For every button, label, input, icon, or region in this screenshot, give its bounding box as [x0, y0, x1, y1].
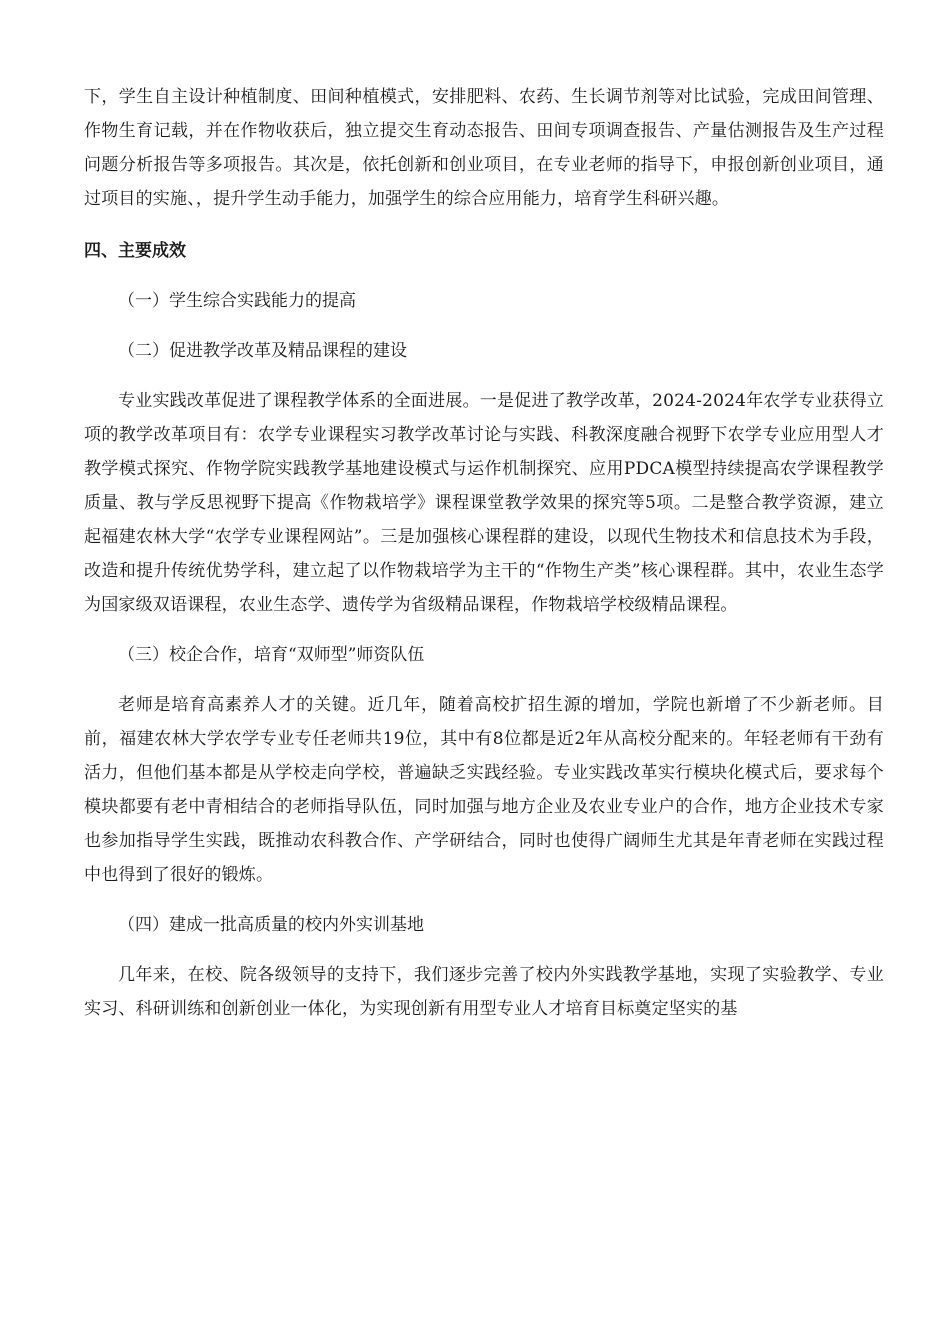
paragraph-teachers: 老师是培育高素养人才的关键。近几年，随着高校扩招生源的增加，学院也新增了不少新老师。目前，福建农林大学农学专业专任老师共19位，其中有8位都是近2年从高校分配来的。年轻老师有干劲有活力，但他们基本都是从学校走向学校，普遍缺乏实践经验。专业实践改革实行模块化模式后，要求每个模块都要有老中青相结合的老师指导队伍，同时加强与地方企业及农业专业户的合作，地方企业技术专家也参加指导学生实践，既推动农科教合作、产学研结合，同时也使得广阔师生尤其是年青老师在实践过程中也得到了很好的锻炼。	[84, 695, 884, 885]
document-page	[84, 80, 884, 1026]
paragraph-reform: 专业实践改革促进了课程教学体系的全面进展。一是促进了教学改革，2024-2024年农学专业获得立项的教学改革项目有：农学专业课程实习教学改革讨论与实践、科教深度融合视野下农学专业应用型人才教学模式探究、作物学院实践教学基地建设模式与运作机制探究、应用PDCA模型持续提高农学课程教学质量、教与学反思视野下提高《作物栽培学》课程课堂教学效果的探究等5项。二是整合教学资源，建立起福建农林大学“农学专业课程网站”。三是加强核心课程群的建设，以现代生物技术和信息技术为手段，改造和提升传统优势学科，建立起了以作物栽培学为主干的“作物生产类”核心课程群。其中，农业生态学为国家级双语课程，农业生态学、遗传学为省级精品课程，作物栽培学校级精品课程。	[84, 391, 884, 615]
paragraph-bases: 几年来，在校、院各级领导的支持下，我们逐步完善了校内外实践教学基地，实现了实验教学、专业实习、科研训练和创新创业一体化，为实现创新有用型专业人才培育目标奠定坚实的基	[84, 965, 884, 1019]
subheading-3: （三）校企合作，培育“双师型”师资队伍	[118, 645, 425, 665]
section-heading: 四、主要成效	[84, 241, 186, 261]
paragraph-intro: 下，学生自主设计种植制度、田间种植模式，安排肥料、农药、生长调节剂等对比试验，完成田间管理、作物生育记载，并在作物收获后，独立提交生育动态报告、田间专项调查报告、产量估测报告及生产过程问题分析报告等多项报告。其次是，依托创新和创业项目，在专业老师的指导下，申报创新创业项目，通过项目的实施、，提升学生动手能力，加强学生的综合应用能力，培育学生科研兴趣。	[84, 87, 884, 209]
subheading-2: （二）促进教学改革及精品课程的建设	[118, 341, 407, 361]
subheading-4: （四）建成一批高质量的校内外实训基地	[118, 915, 424, 935]
subheading-1: （一）学生综合实践能力的提高	[118, 291, 356, 311]
